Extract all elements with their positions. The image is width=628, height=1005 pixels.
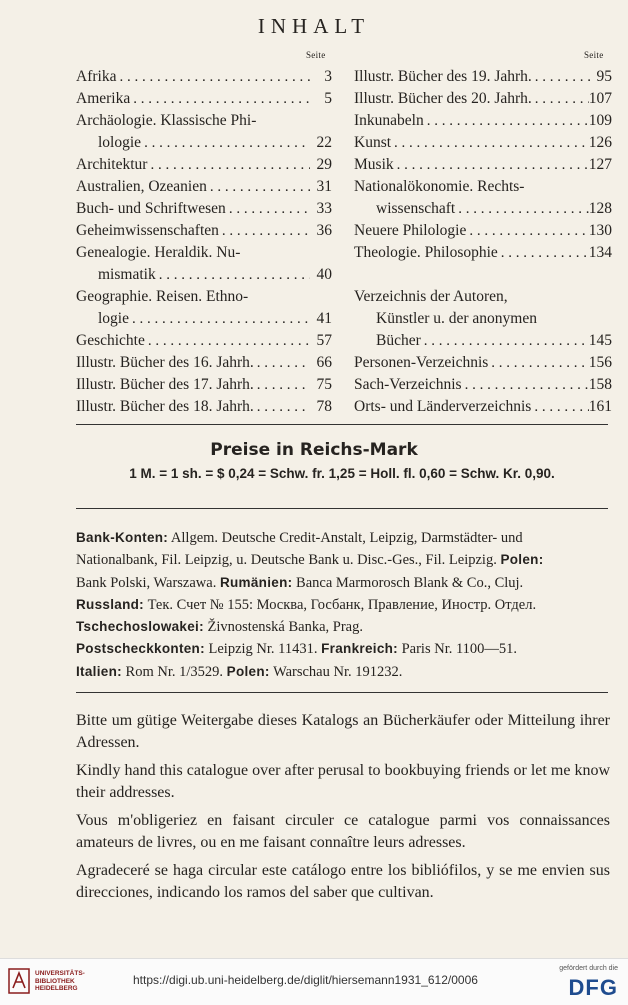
toc-leader-dots <box>226 198 310 220</box>
toc-entry-page: 3 <box>324 68 332 85</box>
toc-entry-label: Bücher <box>376 332 421 349</box>
toc-leader-dots <box>455 198 589 220</box>
dfg-logo[interactable]: DFG <box>568 975 618 1000</box>
toc-leader-dots <box>421 330 589 352</box>
toc-entry <box>354 352 612 374</box>
toc-entry <box>354 264 612 286</box>
toc-entry <box>354 110 612 132</box>
toc-left-column <box>76 66 332 418</box>
request-notes <box>76 710 610 910</box>
toc-leader-dots <box>498 242 589 264</box>
divider <box>76 508 608 509</box>
toc-entry <box>354 374 612 396</box>
toc-entry-page: 33 <box>316 200 332 217</box>
toc-entry <box>76 242 332 264</box>
toc-leader-dots <box>207 176 310 198</box>
university-library-logo[interactable]: UNIVERSITÄTS- BIBLIOTHEK HEIDELBERG <box>35 970 85 992</box>
toc-entry <box>76 352 332 374</box>
toc-entry-page: 78 <box>316 398 332 415</box>
toc-entry <box>76 88 332 110</box>
toc-entry <box>354 220 612 242</box>
bank-line: Tschechoslowakei: Živnostenská Banka, Prag. <box>76 619 363 636</box>
toc-entry <box>76 198 332 220</box>
toc-entry-page: 161 <box>588 398 612 415</box>
toc-entry-page: 126 <box>588 134 612 151</box>
toc-entry-page: 5 <box>324 90 332 107</box>
toc-leader-dots <box>466 220 588 242</box>
seite-label-left: Seite <box>306 50 326 60</box>
funding-note: gefördert durch die <box>559 965 618 972</box>
toc-entry <box>76 154 332 176</box>
toc-entry <box>76 286 332 308</box>
toc-entry-page: 127 <box>588 156 612 173</box>
toc-entry <box>76 132 332 154</box>
preise-title: Preise in Reichs-Mark <box>210 440 418 460</box>
toc-entry <box>354 396 612 418</box>
toc-leader-dots <box>531 396 588 418</box>
viewer-footer <box>0 958 628 1005</box>
toc-entry <box>354 132 612 154</box>
toc-entry-label: Neuere Philologie <box>354 222 467 239</box>
toc-entry <box>76 308 332 330</box>
toc-leader-dots <box>147 154 310 176</box>
toc-entry-label: Architektur <box>76 156 148 173</box>
toc-entry-page: 95 <box>596 68 612 85</box>
toc-entry-label: Buch- und Schriftwesen <box>76 200 226 217</box>
toc-entry-label: logie <box>98 310 129 327</box>
toc-leader-dots <box>129 308 310 330</box>
toc-entry-label: Australien, Ozeanien <box>76 178 207 195</box>
toc-entry-label: Amerika <box>76 90 131 107</box>
toc-leader-dots <box>156 264 310 286</box>
bank-line: Bank Polski, Warszawa. Rumänien: Banca Marmorosch Blank & Co., Cluj. <box>76 574 524 591</box>
toc-entry <box>76 110 332 132</box>
divider <box>76 692 608 693</box>
note-german: Bitte um gütige Weitergabe dieses Katalogs an Bücherkäufer oder Mitteilung ihrer Adressen. <box>76 712 610 751</box>
note-english: Kindly hand this catalogue over after perusal to bookbuying friends or let me know their addresses. <box>76 762 610 801</box>
toc-leader-dots <box>532 88 589 110</box>
toc-entry-label: wissenschaft <box>376 200 456 217</box>
toc-entry-page: 128 <box>588 200 612 217</box>
toc-entry-label: Nationalökonomie. Rechts- <box>354 178 525 195</box>
toc-entry-page: 29 <box>316 156 332 173</box>
toc-entry-label: Orts- und Länderverzeichnis <box>354 398 532 415</box>
toc-leader-dots <box>254 374 310 396</box>
toc-entry-page: 22 <box>316 134 332 151</box>
toc-entry-label: Archäologie. Klassische Phi- <box>76 112 257 129</box>
seite-label-right: Seite <box>584 50 604 60</box>
toc-entry-page: 130 <box>588 222 612 239</box>
toc-right-column <box>354 66 612 418</box>
currency-conversion: 1 M. = 1 sh. = $ 0,24 = Schw. fr. 1,25 = Holl. fl. 0,60 = Schw. Kr. 0,90. <box>129 466 555 481</box>
toc-entry-label: lologie <box>98 134 142 151</box>
toc-entry-page: 41 <box>316 310 332 327</box>
toc-entry-label: Inkunabeln <box>354 112 424 129</box>
toc-leader-dots <box>254 352 310 374</box>
toc-entry <box>76 66 332 88</box>
toc-entry-label: Personen-Verzeichnis <box>354 354 489 371</box>
toc-entry-label: mismatik <box>98 266 156 283</box>
toc-entry-label: Geschichte <box>76 332 145 349</box>
university-seal-icon <box>8 968 30 994</box>
bank-line: Bank-Konten: Allgem. Deutsche Credit-Anstalt, Leipzig, Darmstädter- und <box>76 530 523 546</box>
toc-entry <box>354 242 612 264</box>
toc-entry-page: 134 <box>588 244 612 261</box>
toc-entry-label: Illustr. Bücher des 18. Jahrh. <box>76 398 254 415</box>
page-title: INHALT <box>257 14 371 38</box>
toc-entry-label: Kunst <box>354 134 392 151</box>
toc-entry <box>354 308 612 330</box>
toc-leader-dots <box>394 154 589 176</box>
toc-entry-label: Künstler u. der anonymen <box>376 310 537 327</box>
toc-entry-page: 36 <box>316 222 332 239</box>
toc-leader-dots <box>391 132 589 154</box>
toc-entry <box>354 88 612 110</box>
toc-entry <box>76 264 332 286</box>
toc-entry-label: Musik <box>354 156 394 173</box>
toc-entry-page: 57 <box>316 332 332 349</box>
toc-entry-page: 109 <box>588 112 612 129</box>
toc-entry-label: Sach-Verzeichnis <box>354 376 462 393</box>
toc-leader-dots <box>424 110 589 132</box>
toc-leader-dots <box>532 66 590 88</box>
toc-entry-page: 156 <box>588 354 612 371</box>
bank-line: Italien: Rom Nr. 1/3529. Polen: Warschau Nr. 191232. <box>76 663 403 680</box>
toc-entry-label: Afrika <box>76 68 117 85</box>
toc-entry-label: Geheimwissenschaften <box>76 222 219 239</box>
toc-leader-dots <box>254 396 310 418</box>
toc-leader-dots <box>219 220 310 242</box>
toc-entry-page: 31 <box>316 178 332 195</box>
toc-entry-label: Genealogie. Heraldik. Nu- <box>76 244 241 261</box>
toc-entry <box>76 374 332 396</box>
toc-entry-page: 75 <box>316 376 332 393</box>
toc-entry <box>354 176 612 198</box>
toc-entry <box>76 220 332 242</box>
toc-entry-page: 40 <box>316 266 332 283</box>
toc-entry-page: 158 <box>588 376 612 393</box>
bank-line: Nationalbank, Fil. Leipzig, u. Deutsche Bank u. Disc.-Ges., Fil. Leipzig. Polen: <box>76 552 544 569</box>
toc-entry-label: Illustr. Bücher des 17. Jahrh. <box>76 376 254 393</box>
note-spanish: Agradeceré se haga circular este catálogo entre los bibliófilos, y se me envien sus direcciones, indicando los ramos del saber que cultivan. <box>76 862 610 901</box>
toc-entry <box>76 396 332 418</box>
bank-line: Russland: Тек. Счет № 155: Москва, Госбанк, Правление, Иностр. Отдел. <box>76 596 537 613</box>
bank-line: Postscheckkonten: Leipzig Nr. 11431. Frankreich: Paris Nr. 1100—51. <box>76 641 518 658</box>
toc-entry-page: 145 <box>588 332 612 349</box>
toc-entry <box>354 154 612 176</box>
toc-leader-dots <box>130 88 310 110</box>
toc-entry-label: Illustr. Bücher des 19. Jahrh. <box>354 68 532 85</box>
divider <box>76 424 608 425</box>
toc-entry <box>354 66 612 88</box>
toc-entry-label: Verzeichnis der Autoren, <box>354 288 508 305</box>
toc-leader-dots <box>488 352 588 374</box>
toc-entry-label: Theologie. Philosophie <box>354 244 498 261</box>
toc-entry <box>354 330 612 352</box>
toc-entry-label: Illustr. Bücher des 20. Jahrh. <box>354 90 532 107</box>
toc-leader-dots <box>145 330 310 352</box>
toc-entry-label: Illustr. Bücher des 16. Jahrh. <box>76 354 254 371</box>
toc-leader-dots <box>116 66 310 88</box>
toc-leader-dots <box>141 132 310 154</box>
note-french: Vous m'obligeriez en faisant circuler ce catalogue parmi vos connaissances amateurs de livres, ou en me faisant connaître leurs adresses. <box>76 812 610 851</box>
toc-entry <box>354 198 612 220</box>
toc-leader-dots <box>462 374 589 396</box>
toc-entry <box>76 330 332 352</box>
toc-entry-label: Geographie. Reisen. Ethno- <box>76 288 249 305</box>
toc-entry-page: 107 <box>588 90 612 107</box>
toc-entry-page: 66 <box>316 354 332 371</box>
bank-accounts <box>76 527 610 683</box>
toc-entry <box>76 176 332 198</box>
permalink-url[interactable]: https://digi.ub.uni-heidelberg.de/diglit/hiersemann1931_612/0006 <box>133 973 478 987</box>
toc-entry <box>354 286 612 308</box>
